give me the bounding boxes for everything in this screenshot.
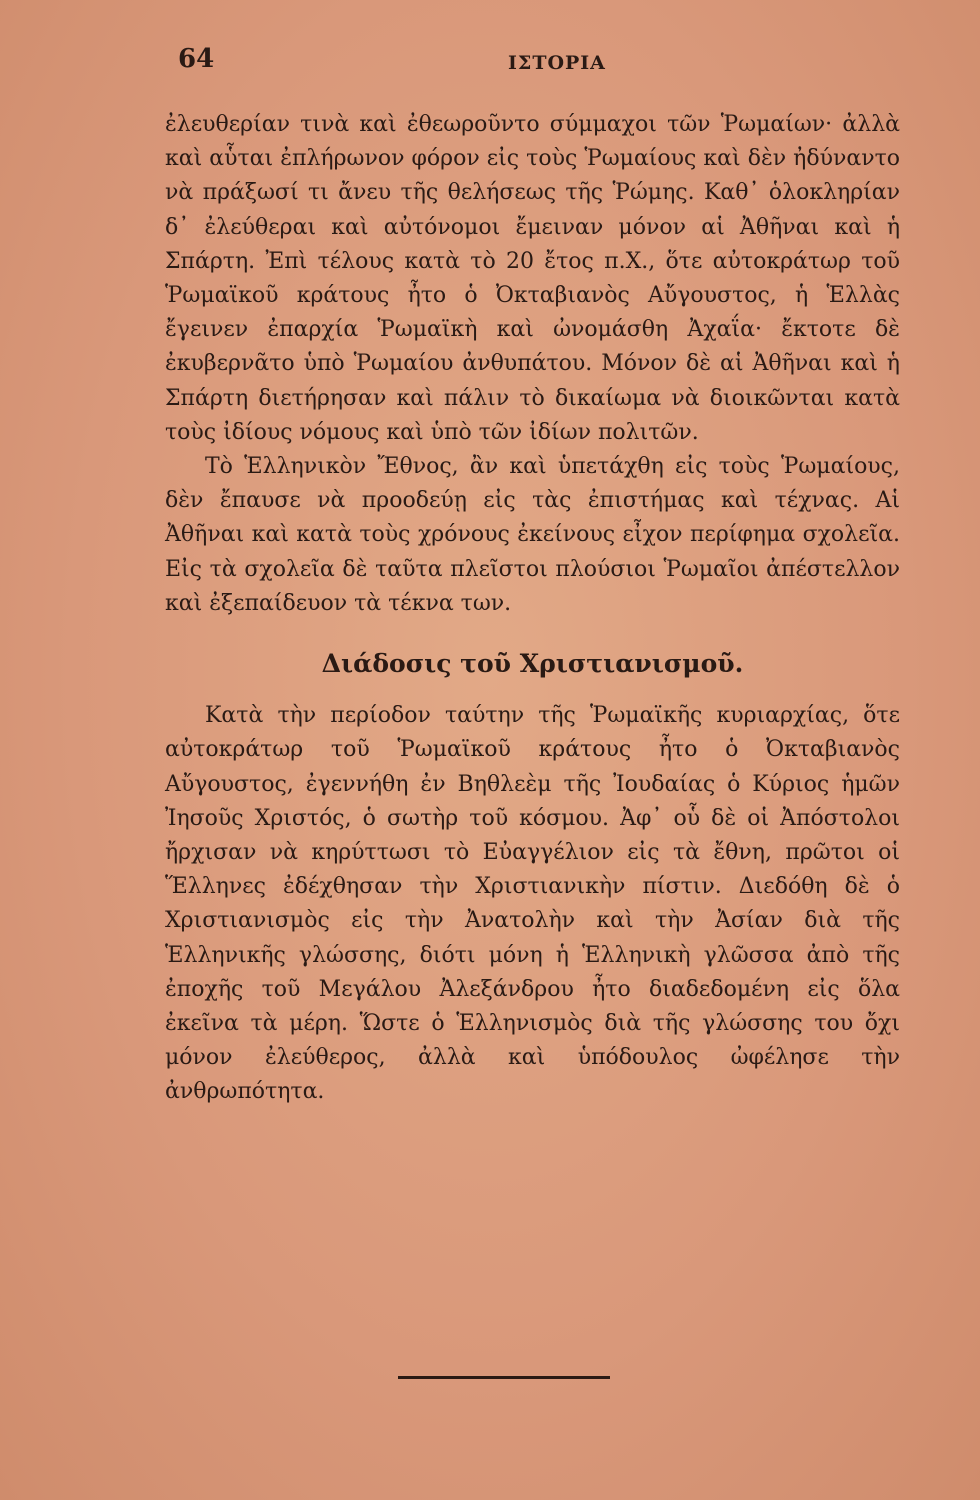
running-head: ΙΣΤΟΡΙΑ bbox=[508, 52, 606, 74]
section-title: Διάδοσις τοῦ Χριστιανισμοῦ. bbox=[321, 649, 744, 679]
paragraph-greek-nation: Τὸ Ἑλληνικὸν Ἔθνος, ἂν καὶ ὑπετάχθη εἰς τοὺς Ῥωμαίους, δὲν ἔπαυσε νὰ προοδεύῃ εἰς τὰς ἐπιστήμας καὶ τέχνας. Αἱ Ἀθῆναι καὶ κατὰ τοὺς χρόνους ἐκείνους εἶχον περίφημα σχολεῖα. Εἰς τὰ σχολεῖα δὲ ταῦτα πλεῖστοι πλούσιοι Ῥωμαῖοι ἀπέστελλον καὶ ἐξεπαίδευον τὰ τέκνα των. bbox=[165, 454, 900, 616]
page-number: 64 bbox=[178, 44, 215, 74]
paragraph-continuation: ἐλευθερίαν τινὰ καὶ ἐθεωροῦντο σύμμαχοι τῶν Ῥωμαίων· ἀλλὰ καὶ αὗται ἐπλήρωνον φόρον εἰς τοὺς Ῥωμαίους καὶ δὲν ἠδύναντο νὰ πράξωσί τι ἄνευ τῆς θελήσεως τῆς Ῥώμης. Καθ᾽ ὁλοκληρίαν δ᾽ ἐλεύθεραι καὶ αὐτόνομοι ἔμειναν μόνον αἱ Ἀθῆναι καὶ ἡ Σπάρτη. Ἐπὶ τέλους κατὰ τὸ 20 ἔτος π.Χ., ὅτε αὐτοκράτωρ τοῦ Ῥωμαϊκοῦ κράτους ἦτο ὁ Ὀκταβιανὸς Αὔγουστος, ἡ Ἑλλὰς ἔγεινεν ἐπαρχία Ῥωμαϊκὴ καὶ ὠνομάσθη Ἀχαΐα· ἔκτοτε δὲ ἐκυβερνᾶτο ὑπὸ Ῥωμαίου ἀνθυπάτου. Μόνον δὲ αἱ Ἀθῆναι καὶ ἡ Σπάρτη διετήρησαν καὶ πάλιν τὸ δικαίωμα νὰ διοικῶνται κατὰ τοὺς ἰδίους νόμους καὶ ὑπὸ τῶν ἰδίων πολιτῶν. bbox=[165, 112, 900, 445]
body-text bbox=[165, 108, 900, 1110]
paragraph-christianity: Κατὰ τὴν περίοδον ταύτην τῆς Ῥωμαϊκῆς κυριαρχίας, ὅτε αὐτοκράτωρ τοῦ Ῥωμαϊκοῦ κράτους ἦτο ὁ Ὀκταβιανὸς Αὔγουστος, ἐγεννήθη ἐν Βηθλεὲμ τῆς Ἰουδαίας ὁ Κύριος ἡμῶν Ἰησοῦς Χριστός, ὁ σωτὴρ τοῦ κόσμου. Ἀφ᾽ οὗ δὲ οἱ Ἀπόστολοι ἤρχισαν νὰ κηρύττωσι τὸ Εὐαγγέλιον εἰς τὰ ἔθνη, πρῶτοι οἱ Ἕλληνες ἐδέχθησαν τὴν Χριστιανικὴν πίστιν. Διεδόθη δὲ ὁ Χριστιανισμὸς εἰς τὴν Ἀνατολὴν καὶ τὴν Ἀσίαν διὰ τῆς Ἑλληνικῆς γλώσσης, διότι μόνη ἡ Ἑλληνικὴ γλῶσσα ἀπὸ τῆς ἐποχῆς τοῦ Μεγάλου Ἀλεξάνδρου ἦτο διαδεδομένη εἰς ὅλα ἐκεῖνα τὰ μέρη. Ὥστε ὁ Ἑλληνισμὸς διὰ τῆς γλώσσης του ὄχι μόνον ἐλεύθερος, ἀλλὰ καὶ ὑπόδουλος ὠφέλησε τὴν ἀνθρωπότητα. bbox=[165, 703, 900, 1105]
end-rule bbox=[398, 1376, 610, 1379]
page-header bbox=[0, 44, 980, 84]
